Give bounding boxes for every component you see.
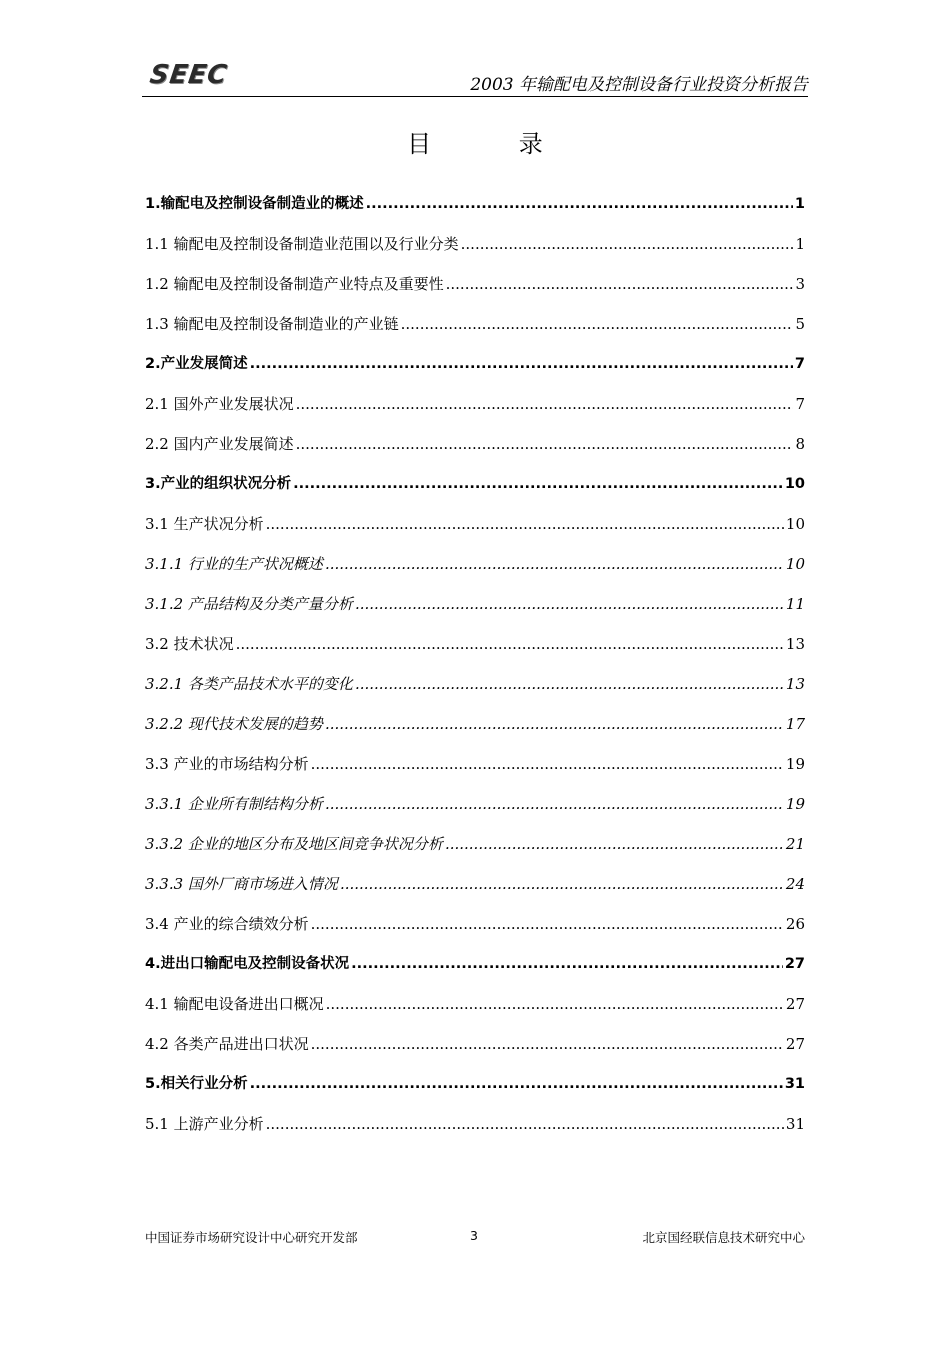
toc-leader-dots [340,864,784,904]
toc-entry-page: 19 [785,755,805,773]
toc-entry-label: 1.输配电及控制设备制造业的概述 [145,196,364,212]
toc-entry-label: 3.产业的组织状况分析 [145,476,292,492]
toc-entry[interactable] [145,624,805,664]
toc-entry-label: 3.3.3 国外厂商市场进入情况 [145,875,338,893]
toc-entry[interactable] [145,304,805,344]
toc-entry[interactable] [145,544,805,584]
toc-leader-dots [401,304,794,344]
toc-entry[interactable] [145,464,805,504]
toc-leader-dots [445,824,784,864]
toc-leader-dots [311,1024,784,1064]
toc-entry-label: 1.3 输配电及控制设备制造业的产业链 [145,315,399,333]
toc-entry-page: 5 [795,315,805,333]
footer-page-number: 3 [470,1228,478,1243]
toc-leader-dots [366,184,793,224]
toc-entry-page: 1 [795,235,805,253]
toc-entry-label: 3.2.2 现代技术发展的趋势 [145,715,323,733]
toc-entry[interactable] [145,904,805,944]
toc-entry[interactable] [145,1024,805,1064]
toc-entry-label: 3.2 技术状况 [145,635,234,653]
toc-entry-label: 3.1 生产状况分析 [145,515,264,533]
toc-entry[interactable] [145,384,805,424]
toc-entry[interactable] [145,264,805,304]
table-of-contents [145,184,805,1144]
toc-leader-dots [266,1104,784,1144]
toc-entry-page: 11 [785,595,805,613]
toc-leader-dots [351,944,783,984]
toc-leader-dots [311,904,784,944]
toc-leader-dots [250,1064,783,1104]
toc-entry[interactable] [145,944,805,984]
toc-entry[interactable] [145,744,805,784]
toc-entry[interactable] [145,664,805,704]
toc-entry-page: 10 [785,515,805,533]
toc-entry-label: 4.进出口输配电及控制设备状况 [145,956,350,972]
document-title: 2003 年输配电及控制设备行业投资分析报告 [470,75,808,95]
toc-leader-dots [325,544,784,584]
toc-entry[interactable] [145,1064,805,1104]
toc-entry-label: 1.1 输配电及控制设备制造业范围以及行业分类 [145,235,459,253]
toc-leader-dots [446,264,794,304]
toc-entry-page: 13 [785,675,805,693]
toc-entry-label: 3.1.2 产品结构及分类产量分析 [145,595,353,613]
seec-logo: SEEC [147,60,230,90]
toc-entry-page: 10 [784,476,805,492]
toc-entry[interactable] [145,584,805,624]
toc-entry-label: 3.3.1 企业所有制结构分析 [145,795,323,813]
footer-left-org: 中国证券市场研究设计中心研究开发部 [145,1230,358,1245]
toc-entry-label: 5.1 上游产业分析 [145,1115,264,1133]
toc-leader-dots [293,464,783,504]
toc-entry-page: 27 [785,1035,805,1053]
toc-entry[interactable] [145,424,805,464]
toc-entry-label: 3.4 产业的综合绩效分析 [145,915,309,933]
toc-leader-dots [325,704,784,744]
toc-leader-dots [355,664,784,704]
toc-entry-page: 7 [795,395,805,413]
toc-entry-label: 3.3.2 企业的地区分布及地区间竞争状况分析 [145,835,443,853]
toc-entry-page: 21 [785,835,805,853]
toc-entry[interactable] [145,864,805,904]
toc-entry-label: 2.1 国外产业发展状况 [145,395,294,413]
toc-leader-dots [355,584,784,624]
toc-heading: 目 录 [407,130,583,158]
toc-entry[interactable] [145,224,805,264]
toc-entry-page: 31 [785,1115,805,1133]
toc-entry-label: 2.产业发展简述 [145,356,248,372]
toc-entry-page: 17 [785,715,805,733]
toc-entry[interactable] [145,784,805,824]
page-header [142,58,808,97]
toc-entry-label: 1.2 输配电及控制设备制造产业特点及重要性 [145,275,444,293]
toc-leader-dots [461,224,794,264]
toc-entry-page: 13 [785,635,805,653]
toc-entry-page: 26 [785,915,805,933]
toc-entry-label: 5.相关行业分析 [145,1076,248,1092]
toc-entry[interactable] [145,824,805,864]
toc-leader-dots [311,744,784,784]
toc-entry-page: 7 [794,356,805,372]
toc-entry-page: 24 [785,875,805,893]
toc-entry-page: 8 [795,435,805,453]
footer-right-org: 北京国经联信息技术研究中心 [642,1230,805,1245]
toc-entry[interactable] [145,1104,805,1144]
toc-entry[interactable] [145,344,805,384]
toc-entry[interactable] [145,704,805,744]
toc-entry-page: 3 [795,275,805,293]
toc-entry-page: 19 [785,795,805,813]
toc-leader-dots [296,424,794,464]
toc-entry-label: 4.1 输配电设备进出口概况 [145,995,324,1013]
toc-entry-label: 4.2 各类产品进出口状况 [145,1035,309,1053]
toc-entry-label: 2.2 国内产业发展简述 [145,435,294,453]
toc-entry-label: 3.2.1 各类产品技术水平的变化 [145,675,353,693]
toc-leader-dots [236,624,784,664]
toc-entry[interactable] [145,504,805,544]
toc-entry-page: 27 [784,956,805,972]
toc-entry-page: 1 [794,196,805,212]
toc-entry-label: 3.1.1 行业的生产状况概述 [145,555,323,573]
toc-leader-dots [296,384,794,424]
toc-entry-page: 31 [784,1076,805,1092]
toc-leader-dots [325,784,784,824]
toc-entry-label: 3.3 产业的市场结构分析 [145,755,309,773]
toc-leader-dots [266,504,784,544]
toc-leader-dots [250,344,793,384]
toc-entry-page: 27 [785,995,805,1013]
toc-entry[interactable] [145,984,805,1024]
toc-entry-page: 10 [785,555,805,573]
toc-leader-dots [326,984,784,1024]
toc-entry[interactable] [145,184,805,224]
